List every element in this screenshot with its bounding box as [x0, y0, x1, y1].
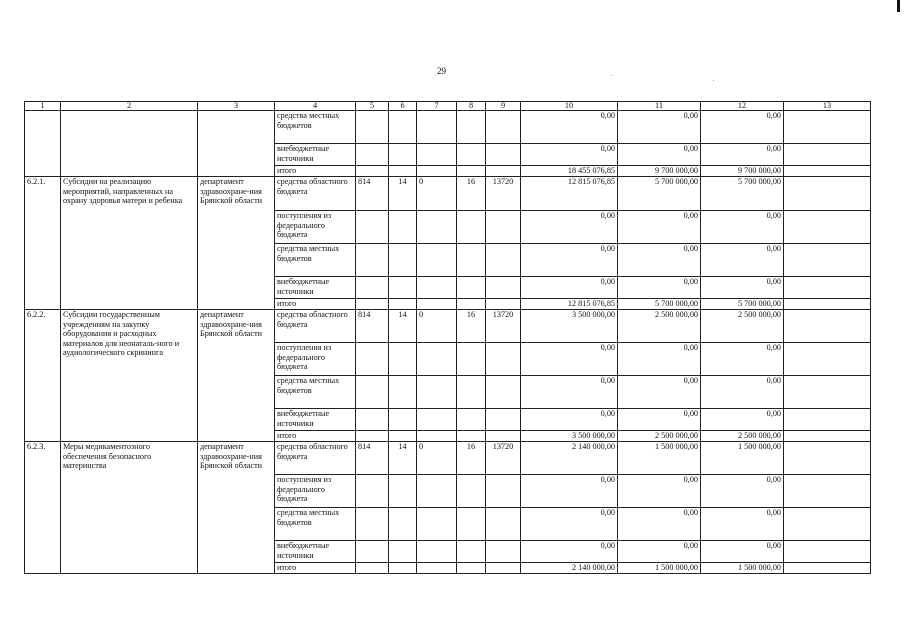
- code-cell: [417, 211, 457, 244]
- code-cell: 16: [457, 310, 486, 343]
- item-name-cell: Субсидии государственным учреждениям на закупку оборудования и расходных материалов для неонаталь-ного и аудиологического скрининга: [61, 310, 198, 442]
- amount-cell: 0,00: [521, 277, 618, 299]
- item-number-cell: 6.2.1.: [25, 177, 61, 310]
- code-cell: [417, 409, 457, 431]
- code-cell: [486, 508, 521, 541]
- code-cell: 13720: [486, 177, 521, 211]
- code-cell: [457, 244, 486, 277]
- code-cell: [389, 211, 417, 244]
- table-row: [25, 111, 871, 144]
- code-cell: [457, 475, 486, 508]
- code-cell: [389, 563, 417, 574]
- funding-source-cell: итого: [275, 563, 356, 574]
- code-cell: [356, 166, 389, 177]
- code-cell: [417, 563, 457, 574]
- amount-cell: 1 500 000,00: [701, 563, 784, 574]
- code-cell: [356, 111, 389, 144]
- code-cell: [417, 508, 457, 541]
- executor-cell: департамент здравоохране-ния Брянской области: [198, 310, 275, 442]
- note-cell: [784, 310, 871, 343]
- amount-cell: 0,00: [701, 409, 784, 431]
- col-header: 4: [275, 102, 356, 111]
- funding-source-cell: средства местных бюджетов: [275, 508, 356, 541]
- amount-cell: 0,00: [521, 211, 618, 244]
- amount-cell: 0,00: [618, 211, 701, 244]
- code-cell: [417, 111, 457, 144]
- funding-source-cell: средства областного бюджета: [275, 177, 356, 211]
- funding-source-cell: внебюджетные источники: [275, 277, 356, 299]
- code-cell: [486, 277, 521, 299]
- amount-cell: 1 500 000,00: [618, 563, 701, 574]
- code-cell: [356, 277, 389, 299]
- amount-cell: 2 500 000,00: [618, 310, 701, 343]
- code-cell: [457, 431, 486, 442]
- funding-source-cell: внебюджетные источники: [275, 144, 356, 166]
- code-cell: [457, 541, 486, 563]
- amount-cell: 0,00: [618, 343, 701, 376]
- funding-source-cell: внебюджетные источники: [275, 541, 356, 563]
- code-cell: [457, 563, 486, 574]
- table-row: [25, 310, 871, 343]
- code-cell: 16: [457, 442, 486, 475]
- note-cell: [784, 244, 871, 277]
- table-row: [25, 442, 871, 475]
- code-cell: [486, 541, 521, 563]
- col-header: 7: [417, 102, 457, 111]
- item-name-cell: Меры медикаментозного обеспечения безопасного материнства: [61, 442, 198, 574]
- scan-speck: [713, 80, 714, 81]
- funding-source-cell: средства областного бюджета: [275, 310, 356, 343]
- amount-cell: 2 140 000,00: [521, 442, 618, 475]
- code-cell: [356, 376, 389, 409]
- code-cell: [486, 431, 521, 442]
- code-cell: [417, 376, 457, 409]
- code-cell: [389, 111, 417, 144]
- col-header: 2: [61, 102, 198, 111]
- code-cell: [356, 299, 389, 310]
- amount-cell: 18 455 076,85: [521, 166, 618, 177]
- amount-cell: 0,00: [618, 144, 701, 166]
- executor-cell: [198, 111, 275, 177]
- amount-cell: 1 500 000,00: [618, 442, 701, 475]
- note-cell: [784, 144, 871, 166]
- code-cell: [457, 343, 486, 376]
- code-cell: [417, 144, 457, 166]
- amount-cell: 1 500 000,00: [701, 442, 784, 475]
- col-header: 10: [521, 102, 618, 111]
- note-cell: [784, 376, 871, 409]
- note-cell: [784, 508, 871, 541]
- code-cell: 814: [356, 310, 389, 343]
- item-name-cell: [61, 111, 198, 177]
- code-cell: [417, 541, 457, 563]
- code-cell: [356, 475, 389, 508]
- code-cell: 0: [417, 177, 457, 211]
- code-cell: [389, 508, 417, 541]
- funding-source-cell: внебюджетные источники: [275, 409, 356, 431]
- col-header: 5: [356, 102, 389, 111]
- col-header: 9: [486, 102, 521, 111]
- amount-cell: 2 500 000,00: [701, 431, 784, 442]
- executor-cell: департамент здравоохране-ния Брянской области: [198, 177, 275, 310]
- code-cell: [417, 431, 457, 442]
- note-cell: [784, 475, 871, 508]
- code-cell: [389, 409, 417, 431]
- code-cell: [457, 111, 486, 144]
- code-cell: 0: [417, 310, 457, 343]
- amount-cell: 2 140 000,00: [521, 563, 618, 574]
- code-cell: [389, 376, 417, 409]
- code-cell: [389, 431, 417, 442]
- code-cell: [389, 541, 417, 563]
- note-cell: [784, 541, 871, 563]
- code-cell: [356, 431, 389, 442]
- amount-cell: 9 700 000,00: [701, 166, 784, 177]
- code-cell: 16: [457, 177, 486, 211]
- code-cell: [389, 343, 417, 376]
- item-number-cell: [25, 111, 61, 177]
- code-cell: [486, 376, 521, 409]
- amount-cell: 0,00: [618, 475, 701, 508]
- note-cell: [784, 166, 871, 177]
- col-header: 1: [25, 102, 61, 111]
- col-header: 6: [389, 102, 417, 111]
- amount-cell: 5 700 000,00: [618, 299, 701, 310]
- budget-table: [24, 101, 871, 574]
- col-header: 3: [198, 102, 275, 111]
- amount-cell: 0,00: [701, 343, 784, 376]
- code-cell: [356, 343, 389, 376]
- amount-cell: 0,00: [701, 475, 784, 508]
- item-number-cell: 6.2.2.: [25, 310, 61, 442]
- amount-cell: 2 500 000,00: [618, 431, 701, 442]
- amount-cell: 0,00: [521, 111, 618, 144]
- code-cell: [486, 563, 521, 574]
- page-number: 29: [437, 66, 446, 76]
- note-cell: [784, 442, 871, 475]
- code-cell: [486, 409, 521, 431]
- code-cell: [486, 475, 521, 508]
- amount-cell: 5 700 000,00: [618, 177, 701, 211]
- code-cell: [356, 244, 389, 277]
- amount-cell: 0,00: [521, 508, 618, 541]
- amount-cell: 9 700 000,00: [618, 166, 701, 177]
- amount-cell: 0,00: [521, 409, 618, 431]
- amount-cell: 2 500 000,00: [701, 310, 784, 343]
- funding-source-cell: поступления из федерального бюджета: [275, 343, 356, 376]
- amount-cell: 0,00: [521, 376, 618, 409]
- amount-cell: 0,00: [521, 244, 618, 277]
- table-row: [25, 177, 871, 211]
- note-cell: [784, 409, 871, 431]
- note-cell: [784, 277, 871, 299]
- code-cell: [417, 475, 457, 508]
- note-cell: [784, 111, 871, 144]
- code-cell: [457, 144, 486, 166]
- note-cell: [784, 563, 871, 574]
- code-cell: [417, 166, 457, 177]
- item-name-cell: Субсидии на реализацию мероприятий, направленных на охрану здоровья матери и ребенка: [61, 177, 198, 310]
- amount-cell: 0,00: [618, 409, 701, 431]
- code-cell: [457, 508, 486, 541]
- amount-cell: 0,00: [521, 343, 618, 376]
- amount-cell: 0,00: [618, 244, 701, 277]
- code-cell: 814: [356, 442, 389, 475]
- col-header: 11: [618, 102, 701, 111]
- code-cell: [417, 299, 457, 310]
- code-cell: [486, 211, 521, 244]
- amount-cell: 0,00: [618, 508, 701, 541]
- amount-cell: 0,00: [701, 376, 784, 409]
- code-cell: [486, 299, 521, 310]
- code-cell: 814: [356, 177, 389, 211]
- amount-cell: 0,00: [618, 277, 701, 299]
- amount-cell: 0,00: [701, 508, 784, 541]
- amount-cell: 0,00: [701, 541, 784, 563]
- amount-cell: 0,00: [521, 541, 618, 563]
- code-cell: [417, 244, 457, 277]
- code-cell: [486, 166, 521, 177]
- code-cell: [389, 299, 417, 310]
- code-cell: [486, 343, 521, 376]
- code-cell: [356, 211, 389, 244]
- amount-cell: 0,00: [701, 277, 784, 299]
- code-cell: [486, 111, 521, 144]
- amount-cell: 12 815 076,85: [521, 177, 618, 211]
- amount-cell: 0,00: [521, 475, 618, 508]
- code-cell: [356, 144, 389, 166]
- code-cell: 14: [389, 442, 417, 475]
- amount-cell: 0,00: [618, 541, 701, 563]
- amount-cell: 5 700 000,00: [701, 177, 784, 211]
- code-cell: 13720: [486, 310, 521, 343]
- col-header: 12: [701, 102, 784, 111]
- header-row: [25, 102, 871, 111]
- scan-edge-mark: [897, 0, 900, 12]
- funding-source-cell: средства областного бюджета: [275, 442, 356, 475]
- code-cell: [457, 211, 486, 244]
- executor-cell: департамент здравоохране-ния Брянской области: [198, 442, 275, 574]
- funding-source-cell: поступления из федерального бюджета: [275, 211, 356, 244]
- funding-source-cell: средства местных бюджетов: [275, 244, 356, 277]
- code-cell: [389, 277, 417, 299]
- code-cell: [389, 166, 417, 177]
- code-cell: [486, 144, 521, 166]
- amount-cell: 12 815 076,85: [521, 299, 618, 310]
- code-cell: [417, 277, 457, 299]
- code-cell: [389, 144, 417, 166]
- amount-cell: 0,00: [521, 144, 618, 166]
- note-cell: [784, 431, 871, 442]
- code-cell: 0: [417, 442, 457, 475]
- code-cell: [457, 277, 486, 299]
- code-cell: [356, 409, 389, 431]
- funding-source-cell: средства местных бюджетов: [275, 376, 356, 409]
- code-cell: [457, 409, 486, 431]
- code-cell: [389, 244, 417, 277]
- funding-source-cell: средства местных бюджетов: [275, 111, 356, 144]
- col-header: 8: [457, 102, 486, 111]
- code-cell: [457, 299, 486, 310]
- note-cell: [784, 177, 871, 211]
- amount-cell: 0,00: [618, 111, 701, 144]
- amount-cell: 3 500 000,00: [521, 431, 618, 442]
- note-cell: [784, 343, 871, 376]
- amount-cell: 0,00: [618, 376, 701, 409]
- code-cell: [389, 475, 417, 508]
- code-cell: 14: [389, 177, 417, 211]
- note-cell: [784, 299, 871, 310]
- funding-source-cell: поступления из федерального бюджета: [275, 475, 356, 508]
- funding-source-cell: итого: [275, 166, 356, 177]
- funding-source-cell: итого: [275, 299, 356, 310]
- amount-cell: 0,00: [701, 244, 784, 277]
- item-number-cell: 6.2.3.: [25, 442, 61, 574]
- amount-cell: 0,00: [701, 211, 784, 244]
- code-cell: 13720: [486, 442, 521, 475]
- code-cell: [356, 508, 389, 541]
- funding-source-cell: итого: [275, 431, 356, 442]
- col-header: 13: [784, 102, 871, 111]
- scan-speck: [611, 75, 612, 76]
- amount-cell: 5 700 000,00: [701, 299, 784, 310]
- code-cell: 14: [389, 310, 417, 343]
- code-cell: [457, 376, 486, 409]
- amount-cell: 3 500 000,00: [521, 310, 618, 343]
- amount-cell: 0,00: [701, 144, 784, 166]
- code-cell: [356, 563, 389, 574]
- note-cell: [784, 211, 871, 244]
- amount-cell: 0,00: [701, 111, 784, 144]
- code-cell: [486, 244, 521, 277]
- code-cell: [417, 343, 457, 376]
- code-cell: [457, 166, 486, 177]
- code-cell: [356, 541, 389, 563]
